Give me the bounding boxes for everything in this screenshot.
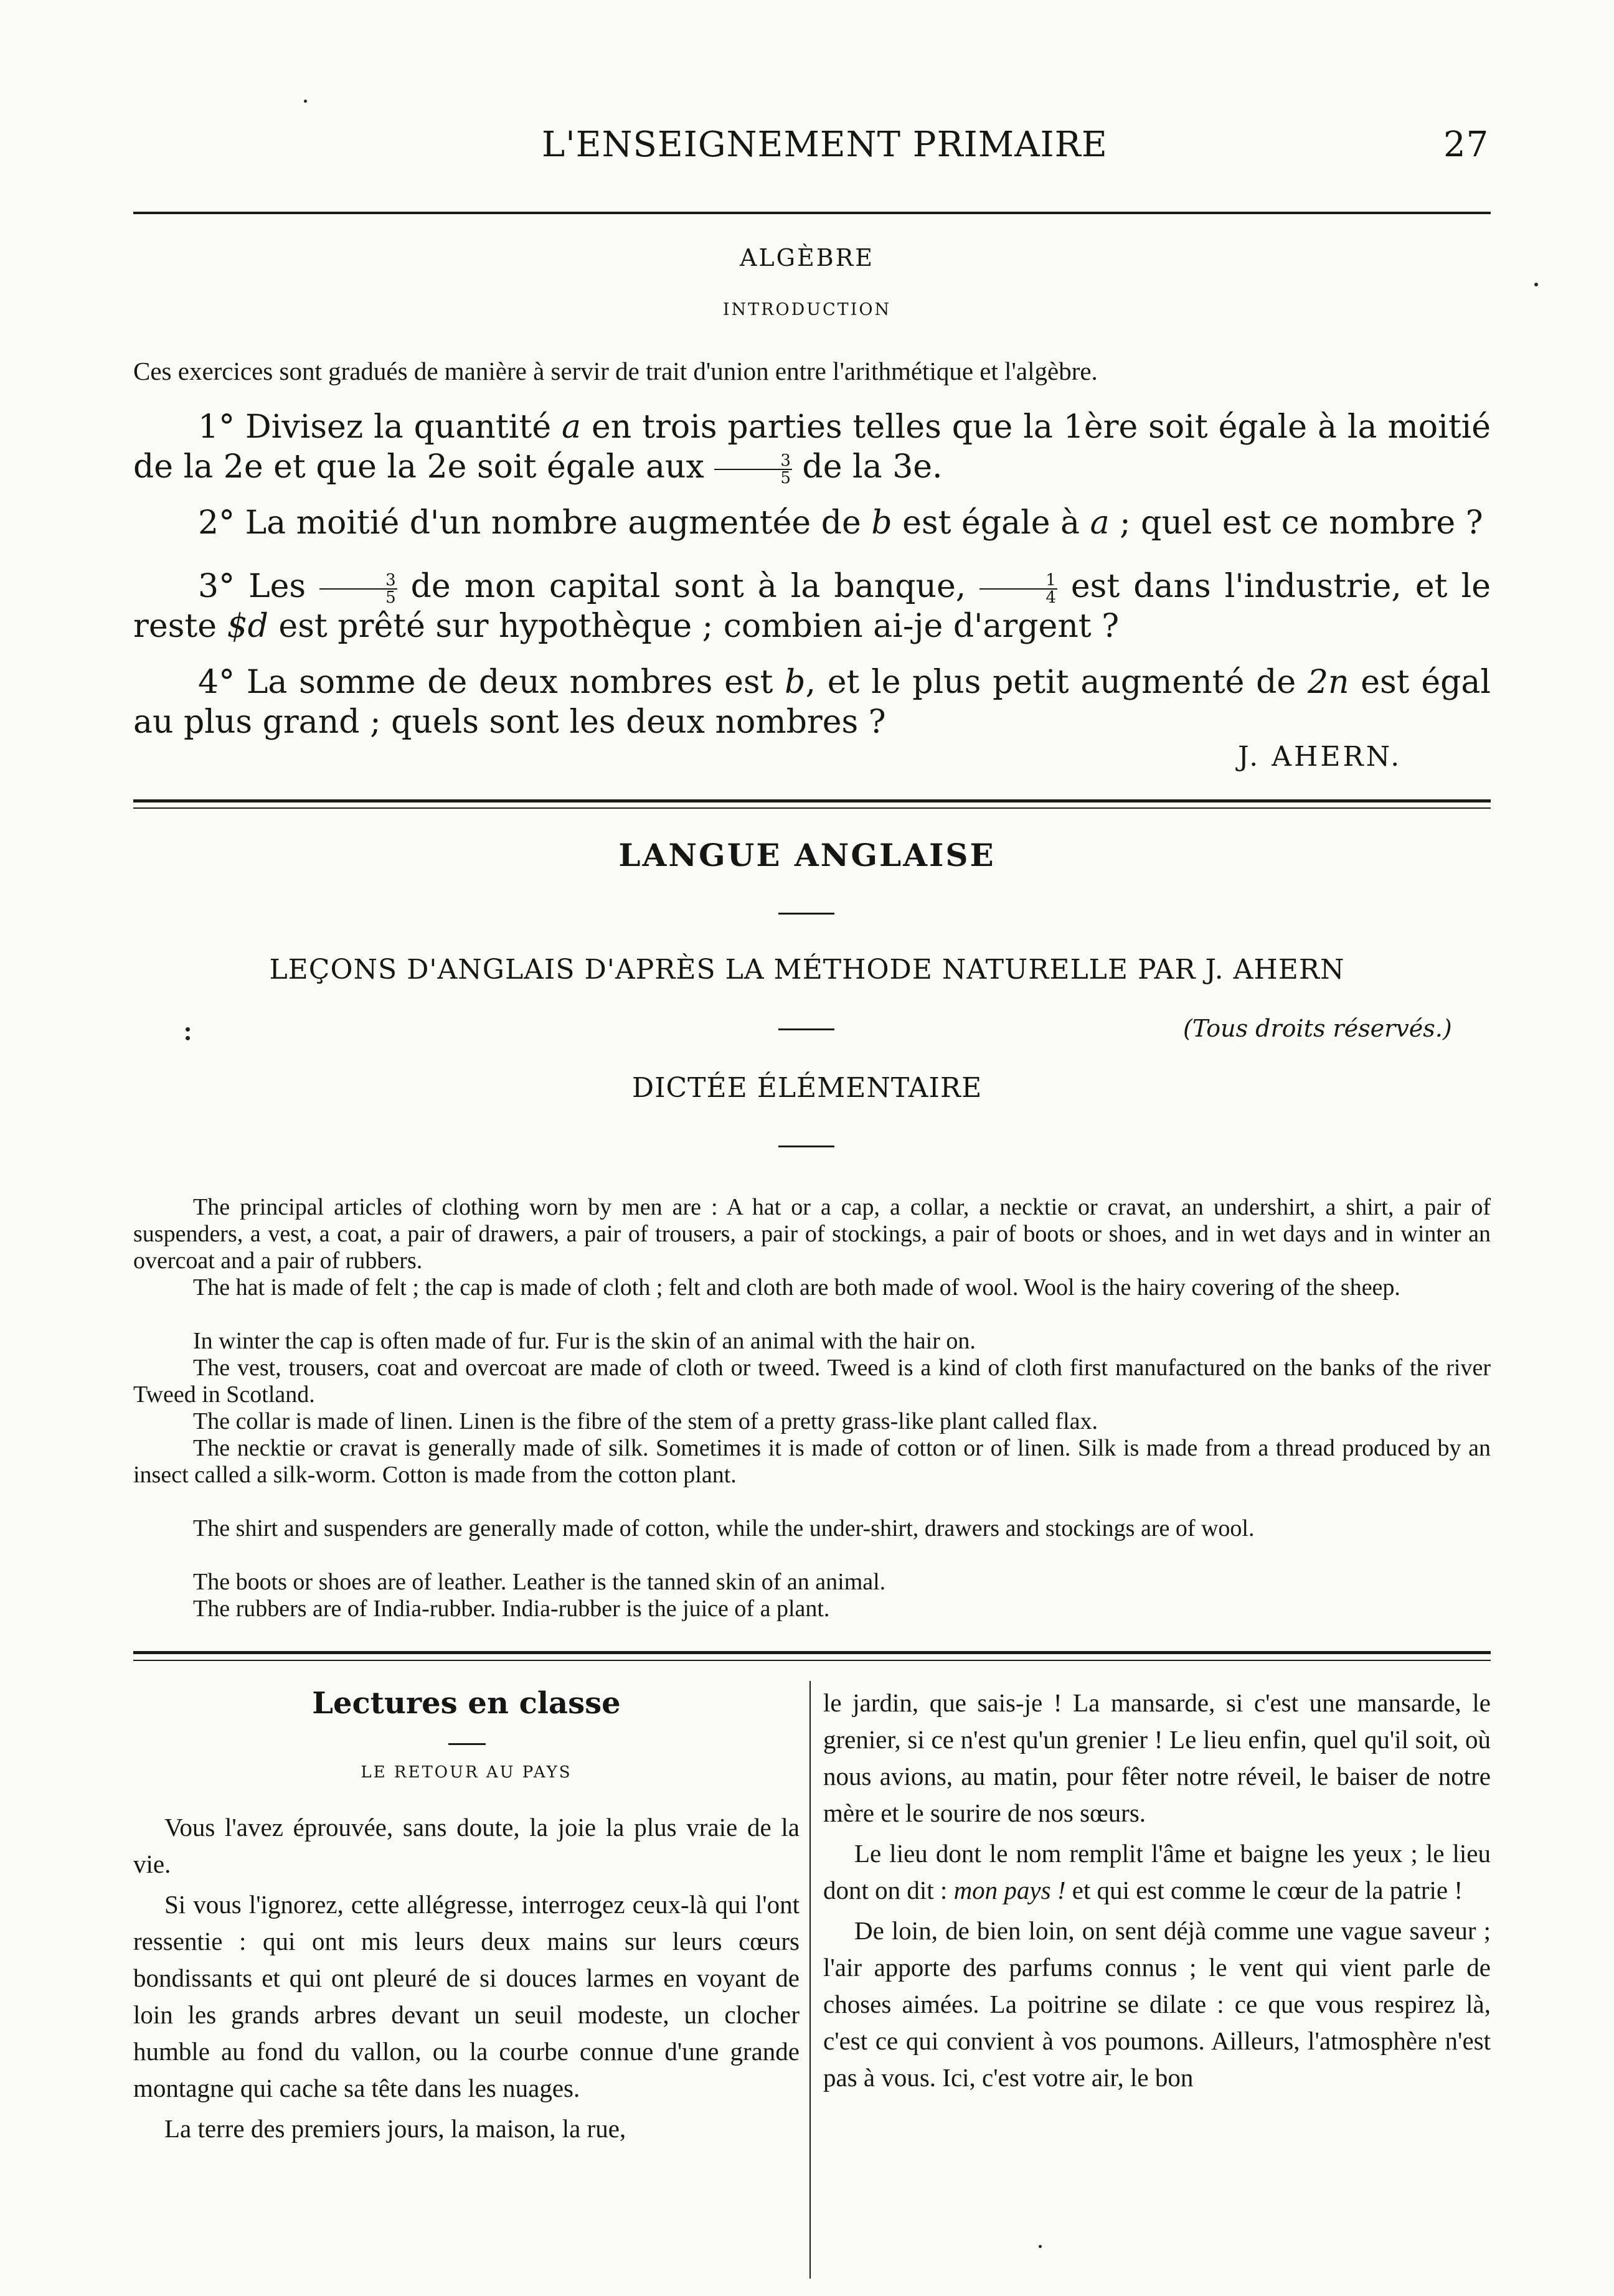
print-speck [1534, 283, 1538, 286]
english-dash-1 [778, 913, 834, 915]
ex3-fraction-2 [979, 572, 1057, 606]
ex4-text-c: est égal au plus grand ; quels sont les deux nombres ? [133, 664, 1491, 741]
paragraph: De loin, de bien loin, on sent déjà comme une vague saveur ; l'air apporte des parfums connus ; le vent qui vient parle de choses aimées. La poitrine se dilate : ce que vous respirez là, c'est ce qui convient à vos poumons. Ailleurs, l'atmosphère n'est pas à vous. Ici, c'est votre air, le bon [823, 1916, 1491, 2092]
ex3-text-d: est prêté sur hypothèque ; combien ai-je d'argent ? [268, 608, 1120, 645]
exercise-4 [133, 662, 1491, 742]
ex1-frac-den: 5 [780, 468, 791, 487]
running-title: L'ENSEIGNEMENT PRIMAIRE [542, 125, 1108, 165]
paragraph [823, 1835, 1491, 1909]
english-subtitle: LEÇONS D'ANGLAIS D'APRÈS LA MÉTHODE NATURELLE PAR J. AHERN [269, 954, 1345, 986]
ex2-text-a: 2° La moitié d'un nombre augmentée de [198, 504, 872, 542]
ex1-text-b: en trois parties telles que la 1ère soit égale à la moitié de la 2e et que la 2e soit égale aux [133, 408, 1491, 486]
print-speck [304, 100, 307, 103]
algebra-title: ALGÈBRE [739, 244, 875, 271]
ex2-var2: a [1090, 504, 1110, 542]
ex3-fraction-1 [319, 572, 397, 606]
column-divider [809, 1681, 811, 2279]
dictation-line: The rubbers are of India-rubber. India-rubber is the juice of a plant. [193, 1596, 830, 1622]
algebra-signature: J. AHERN. [1238, 741, 1402, 773]
margin-mark [186, 1027, 190, 1032]
algebra-subtitle: INTRODUCTION [722, 300, 892, 319]
algebra-intro: Ces exercices sont gradués de manière à servir de trait d'union entre l'arithmétique et l'algèbre. [133, 357, 1098, 385]
ex1-fraction [714, 453, 792, 486]
ex3-frac2-num: 1 [979, 572, 1057, 590]
ex1-frac-num: 3 [714, 453, 792, 470]
ex4-var1: b [785, 664, 806, 701]
ex4-var2: 2n [1307, 664, 1349, 701]
lectures-subtitle: LE RETOUR AU PAYS [361, 1763, 572, 1782]
exercise-3 [133, 567, 1491, 646]
ex3-text-b: de mon capital sont à la banque, [397, 568, 980, 605]
section-rule-bottom [133, 1660, 1491, 1661]
exercise-2 [133, 503, 1491, 543]
paragraph: Si vous l'ignorez, cette allégresse, interrogez ceux-là qui l'ont ressentie : qui ont mis leurs deux mains sur leurs cœurs bondissants et qui ont pleuré de si douces larmes en voyant de loin les grands arbres devant un seuil modeste, un clocher humble au fond du vallon, ou la courbe connue d'une grande montagne qui cache sa tête dans les nuages. [133, 1890, 800, 2102]
dictation-line: The hat is made of felt ; the cap is made of cloth ; felt and cloth are both made of wool. Wool is the hairy covering of the sheep. [193, 1274, 1400, 1301]
english-dash-2 [778, 1028, 834, 1030]
dictation-line: The shirt and suspenders are generally made of cotton, while the under-shirt, drawers and stockings are of wool. [193, 1515, 1255, 1541]
ex1-var: a [562, 408, 582, 446]
ex3-frac2-den: 4 [1045, 588, 1056, 607]
dictation-title: DICTÉE ÉLÉMENTAIRE [631, 1072, 983, 1104]
ex3-frac1-den: 5 [385, 588, 396, 607]
section-rule-top [133, 1651, 1491, 1654]
dictation-line: The necktie or cravat is generally made of silk. Sometimes it is made of cotton or of linen. Silk is made from a thread produced by an insect called a silk-worm. Cotton is made from the cotton plant. [133, 1435, 1491, 1488]
ex3-text-a: 3° Les [198, 568, 320, 605]
dictation-line: The collar is made of linen. Linen is the fibre of the stem of a pretty grass-like plant called flax. [193, 1408, 1098, 1434]
margin-mark [186, 1036, 190, 1040]
ex2-text-b: est égale à [892, 504, 1090, 542]
page-number: 27 [1443, 125, 1489, 165]
print-speck [1039, 2245, 1042, 2248]
paragraph: Vous l'avez éprouvée, sans doute, la joie la plus vraie de la vie. [133, 1813, 800, 1878]
header-rule [133, 212, 1491, 214]
paragraph: le jardin, que sais-je ! La mansarde, si c'est une mansarde, le grenier, si ce n'est qu'un grenier ! Le lieu enfin, quel qu'il soit, où nous avions, au matin, pour fêter notre réveil, le baiser de notre mère et le sourire de nos sœurs. [823, 1688, 1491, 1827]
dictation-line: The boots or shoes are of leather. Leather is the tanned skin of an animal. [193, 1569, 886, 1595]
lectures-dash [448, 1743, 486, 1745]
ex3-frac1-num: 3 [319, 572, 397, 590]
ex4-text-a: 4° La somme de deux nombres est [198, 664, 785, 701]
ex3-var: $d [227, 608, 268, 645]
section-rule-bottom [133, 807, 1491, 809]
ex1-text-c: de la 3e. [791, 448, 943, 486]
rights-note: (Tous droits réservés.) [1183, 1015, 1452, 1042]
ex4-text-b: , et le plus petit augmenté de [805, 664, 1308, 701]
paragraph-italic: mon pays ! [953, 1876, 1066, 1904]
paragraph-text: Le lieu dont le nom remplit l'âme et baigne les yeux ; le lieu dont on dit : [823, 1839, 1491, 1904]
ex1-text-a: 1° Divisez la quantité [198, 408, 562, 446]
paragraph: La terre des premiers jours, la maison, la rue, [164, 2114, 626, 2143]
dictation-line: The vest, trousers, coat and overcoat are made of cloth or tweed. Tweed is a kind of cloth first manufactured on the banks of the river Tweed in Scotland. [133, 1355, 1491, 1408]
section-rule-top [133, 799, 1491, 802]
english-dash-3 [778, 1146, 834, 1147]
dictation-line: The principal articles of clothing worn by men are : A hat or a cap, a collar, a necktie or cravat, an undershirt, a shirt, a pair of suspenders, a vest, a coat, a pair of drawers, a pair of trousers, a pair of stockings, a pair of boots or shoes, and in wet days and in winter an overcoat and a pair of rubbers. [133, 1194, 1491, 1274]
lectures-title: Lectures en classe [312, 1686, 621, 1721]
exercise-1 [133, 407, 1491, 487]
paragraph-text-end: et qui est comme le cœur de la patrie ! [1065, 1876, 1463, 1904]
english-title: LANGUE ANGLAISE [618, 837, 996, 873]
dictation-line: In winter the cap is often made of fur. Fur is the skin of an animal with the hair on. [193, 1328, 976, 1354]
ex3-text-c: est dans l'industrie, et le reste [133, 568, 1491, 645]
ex2-text-c: ; quel est ce nombre ? [1109, 504, 1483, 542]
right-column [823, 1685, 1491, 2100]
left-column [133, 1809, 800, 2151]
ex2-var1: b [871, 504, 892, 542]
